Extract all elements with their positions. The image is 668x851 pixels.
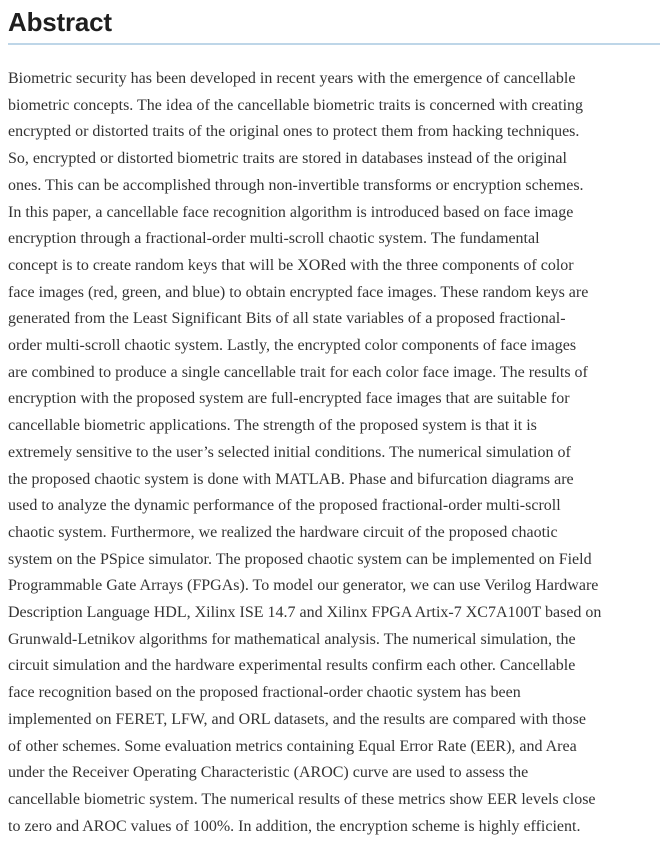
abstract-line: used to analyze the dynamic performance of the proposed fractional-order multi-scroll: [8, 497, 561, 515]
abstract-line: face images (red, green, and blue) to obtain encrypted face images. These random keys are: [8, 283, 589, 301]
abstract-paragraph: [8, 66, 660, 840]
abstract-line: biometric concepts. The idea of the cancellable biometric traits is concerned with creating: [8, 96, 584, 114]
abstract-line: Description Language HDL, Xilinx ISE 14.7 and Xilinx FPGA Artix-7 XC7A100T based on: [8, 604, 602, 622]
abstract-line: cancellable biometric applications. The strength of the proposed system is that it is: [8, 417, 537, 435]
abstract-line: encryption through a fractional-order multi-scroll chaotic system. The fundamental: [8, 230, 540, 248]
abstract-line: system on the PSpice simulator. The proposed chaotic system can be implemented on Field: [8, 550, 592, 568]
abstract-line: circuit simulation and the hardware experimental results confirm each other. Cancellable: [8, 657, 576, 675]
abstract-line: generated from the Least Significant Bits of all state variables of a proposed fractional-: [8, 310, 566, 328]
abstract-line: In this paper, a cancellable face recognition algorithm is introduced based on face image: [8, 203, 574, 221]
abstract-line: order multi-scroll chaotic system. Lastly, the encrypted color components of face images: [8, 337, 577, 355]
abstract-line: ones. This can be accomplished through non-invertible transforms or encryption schemes.: [8, 176, 584, 194]
abstract-line: face recognition based on the proposed fractional-order chaotic system has been: [8, 684, 521, 702]
abstract-line: are combined to produce a single cancellable trait for each color face image. The results of: [8, 363, 588, 381]
section-title: Abstract: [8, 7, 112, 37]
abstract-line: Biometric security has been developed in recent years with the emergence of cancellable: [8, 70, 576, 87]
abstract-line: encrypted or distorted traits of the original ones to protect them from hacking techniques.: [8, 123, 580, 141]
abstract-line: concept is to create random keys that will be XORed with the three components of color: [8, 256, 574, 274]
abstract-line: encryption with the proposed system are full-encrypted face images that are suitable for: [8, 390, 570, 408]
abstract-line: cancellable biometric system. The numerical results of these metrics show EER levels close: [8, 790, 596, 808]
abstract-line: the proposed chaotic system is done with MATLAB. Phase and bifurcation diagrams are: [8, 470, 574, 488]
abstract-line: under the Receiver Operating Characteristic (AROC) curve are used to assess the: [8, 764, 529, 782]
section-divider: [8, 43, 660, 45]
abstract-line: Grunwald-Letnikov algorithms for mathematical analysis. The numerical simulation, the: [8, 630, 576, 648]
abstract-line: extremely sensitive to the user’s selected initial conditions. The numerical simulation of: [8, 443, 571, 461]
abstract-line: of other schemes. Some evaluation metrics containing Equal Error Rate (EER), and Area: [8, 737, 577, 755]
abstract-line: So, encrypted or distorted biometric traits are stored in databases instead of the original: [8, 150, 567, 168]
abstract-line: chaotic system. Furthermore, we realized the hardware circuit of the proposed chaotic: [8, 523, 558, 541]
abstract-line: to zero and AROC values of 100%. In addition, the encryption scheme is highly efficient.: [8, 817, 581, 835]
abstract-line: Programmable Gate Arrays (FPGAs). To model our generator, we can use Verilog Hardware: [8, 577, 599, 595]
abstract-line: implemented on FERET, LFW, and ORL datasets, and the results are compared with those: [8, 710, 586, 728]
